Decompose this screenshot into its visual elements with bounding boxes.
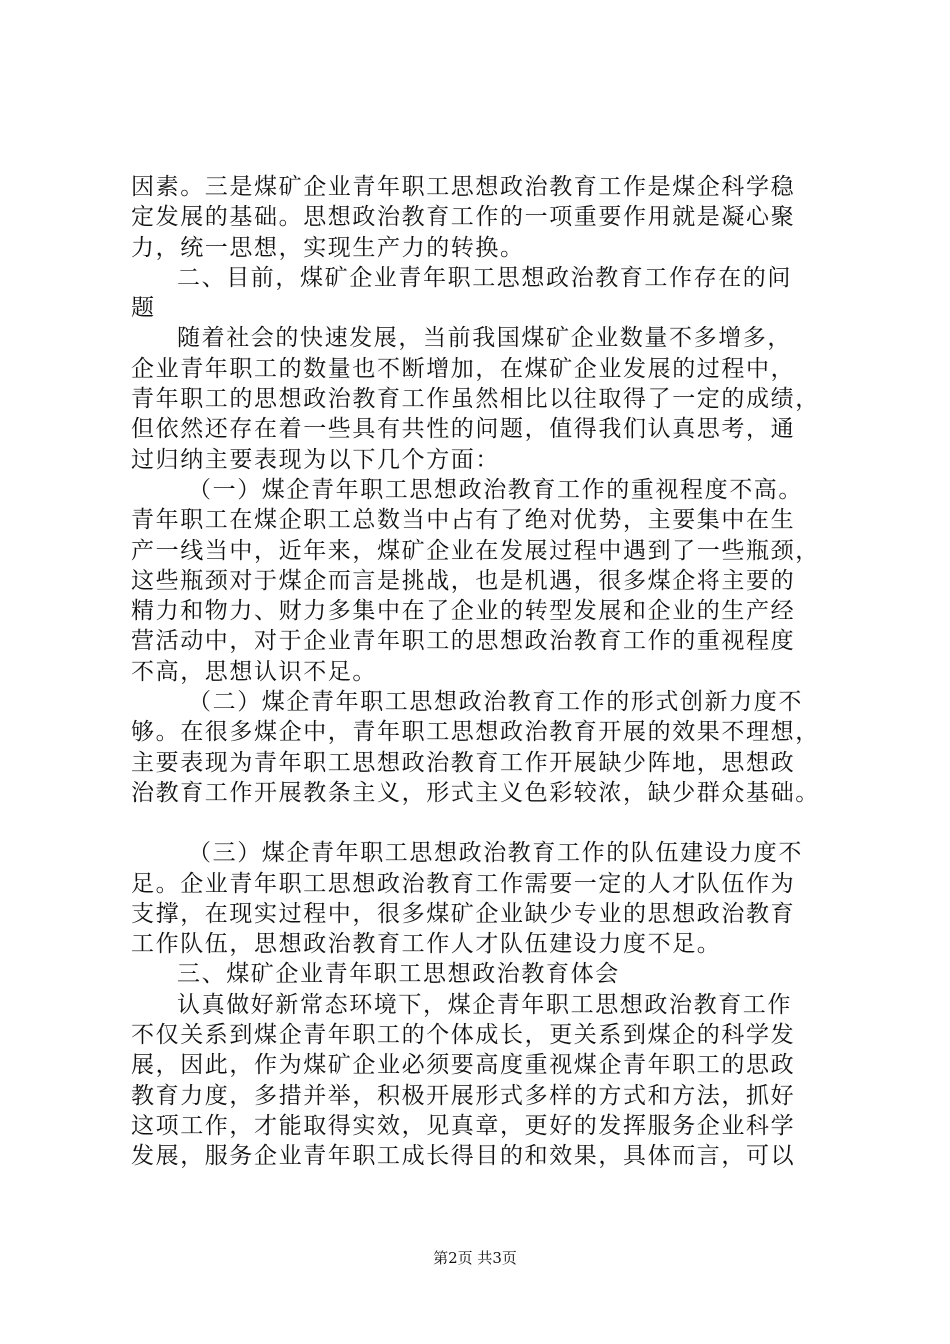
text-line: 过归纳主要表现为以下几个方面： <box>131 446 500 473</box>
page-number-footer: 第2页 共3页 <box>433 1249 517 1267</box>
section-heading: 三、煤矿企业青年职工思想政治教育体会 <box>177 961 620 988</box>
text-line: 足。企业青年职工思想政治教育工作需要一定的人才队伍作为 <box>131 870 796 897</box>
text-line: 工作队伍，思想政治教育工作人才队伍建设力度不足。 <box>131 931 722 958</box>
section-heading-continued: 题 <box>131 295 156 322</box>
text-line: 营活动中，对于企业青年职工的思想政治教育工作的重视程度 <box>131 628 796 655</box>
paragraph-start: 认真做好新常态环境下，煤企青年职工思想政治教育工作 <box>177 991 792 1018</box>
text-line: 精力和物力、财力多集中在了企业的转型发展和企业的生产经 <box>131 598 796 625</box>
text-line: 治教育工作开展教条主义，形式主义色彩较浓，缺少群众基础。 <box>131 779 820 806</box>
text-line: 这项工作，才能取得实效，见真章，更好的发挥服务企业科学 <box>131 1112 796 1139</box>
text-line: 产一线当中，近年来，煤矿企业在发展过程中遇到了一些瓶颈， <box>131 537 820 564</box>
document-body <box>131 172 831 1172</box>
text-line: 企业青年职工的数量也不断增加，在煤矿企业发展的过程中， <box>131 355 796 382</box>
paragraph-start: 随着社会的快速发展，当前我国煤矿企业数量不多增多， <box>177 325 792 352</box>
text-line: 教育力度，多措并举，积极开展形式多样的方式和方法，抓好 <box>131 1082 796 1109</box>
paragraph-gap <box>131 808 831 838</box>
text-line: 够。在很多煤企中，青年职工思想政治教育开展的效果不理想， <box>131 719 820 746</box>
text-line: 青年职工在煤企职工总数当中占有了绝对优势，主要集中在生 <box>131 507 796 534</box>
text-line: 力，统一思想，实现生产力的转换。 <box>131 234 525 261</box>
section-heading: 二、目前，煤矿企业青年职工思想政治教育工作存在的问 <box>177 264 792 291</box>
text-line: 发展，服务企业青年职工成长得目的和效果，具体而言，可以 <box>131 1143 796 1170</box>
text-line: 定发展的基础。思想政治教育工作的一项重要作用就是凝心聚 <box>131 204 796 231</box>
subsection-heading: （三）煤企青年职工思想政治教育工作的队伍建设力度不 <box>188 840 803 867</box>
text-line: 不高，思想认识不足。 <box>131 658 377 685</box>
text-line: 这些瓶颈对于煤企而言是挑战，也是机遇，很多煤企将主要的 <box>131 567 796 594</box>
text-line: 因素。三是煤矿企业青年职工思想政治教育工作是煤企科学稳 <box>131 174 796 200</box>
text-line: 但依然还存在着一些具有共性的问题，值得我们认真思考，通 <box>131 416 796 443</box>
text-line: 支撑，在现实过程中，很多煤矿企业缺少专业的思想政治教育 <box>131 900 796 927</box>
text-line: 主要表现为青年职工思想政治教育工作开展缺少阵地，思想政 <box>131 749 796 776</box>
text-line: 展，因此，作为煤矿企业必须要高度重视煤企青年职工的思政 <box>131 1052 796 1079</box>
text-line: 不仅关系到煤企青年职工的个体成长，更关系到煤企的科学发 <box>131 1022 796 1049</box>
subsection-heading: （一）煤企青年职工思想政治教育工作的重视程度不高。 <box>188 476 803 503</box>
text-line: 青年职工的思想政治教育工作虽然相比以往取得了一定的成绩， <box>131 386 820 413</box>
subsection-heading: （二）煤企青年职工思想政治教育工作的形式创新力度不 <box>188 689 803 716</box>
